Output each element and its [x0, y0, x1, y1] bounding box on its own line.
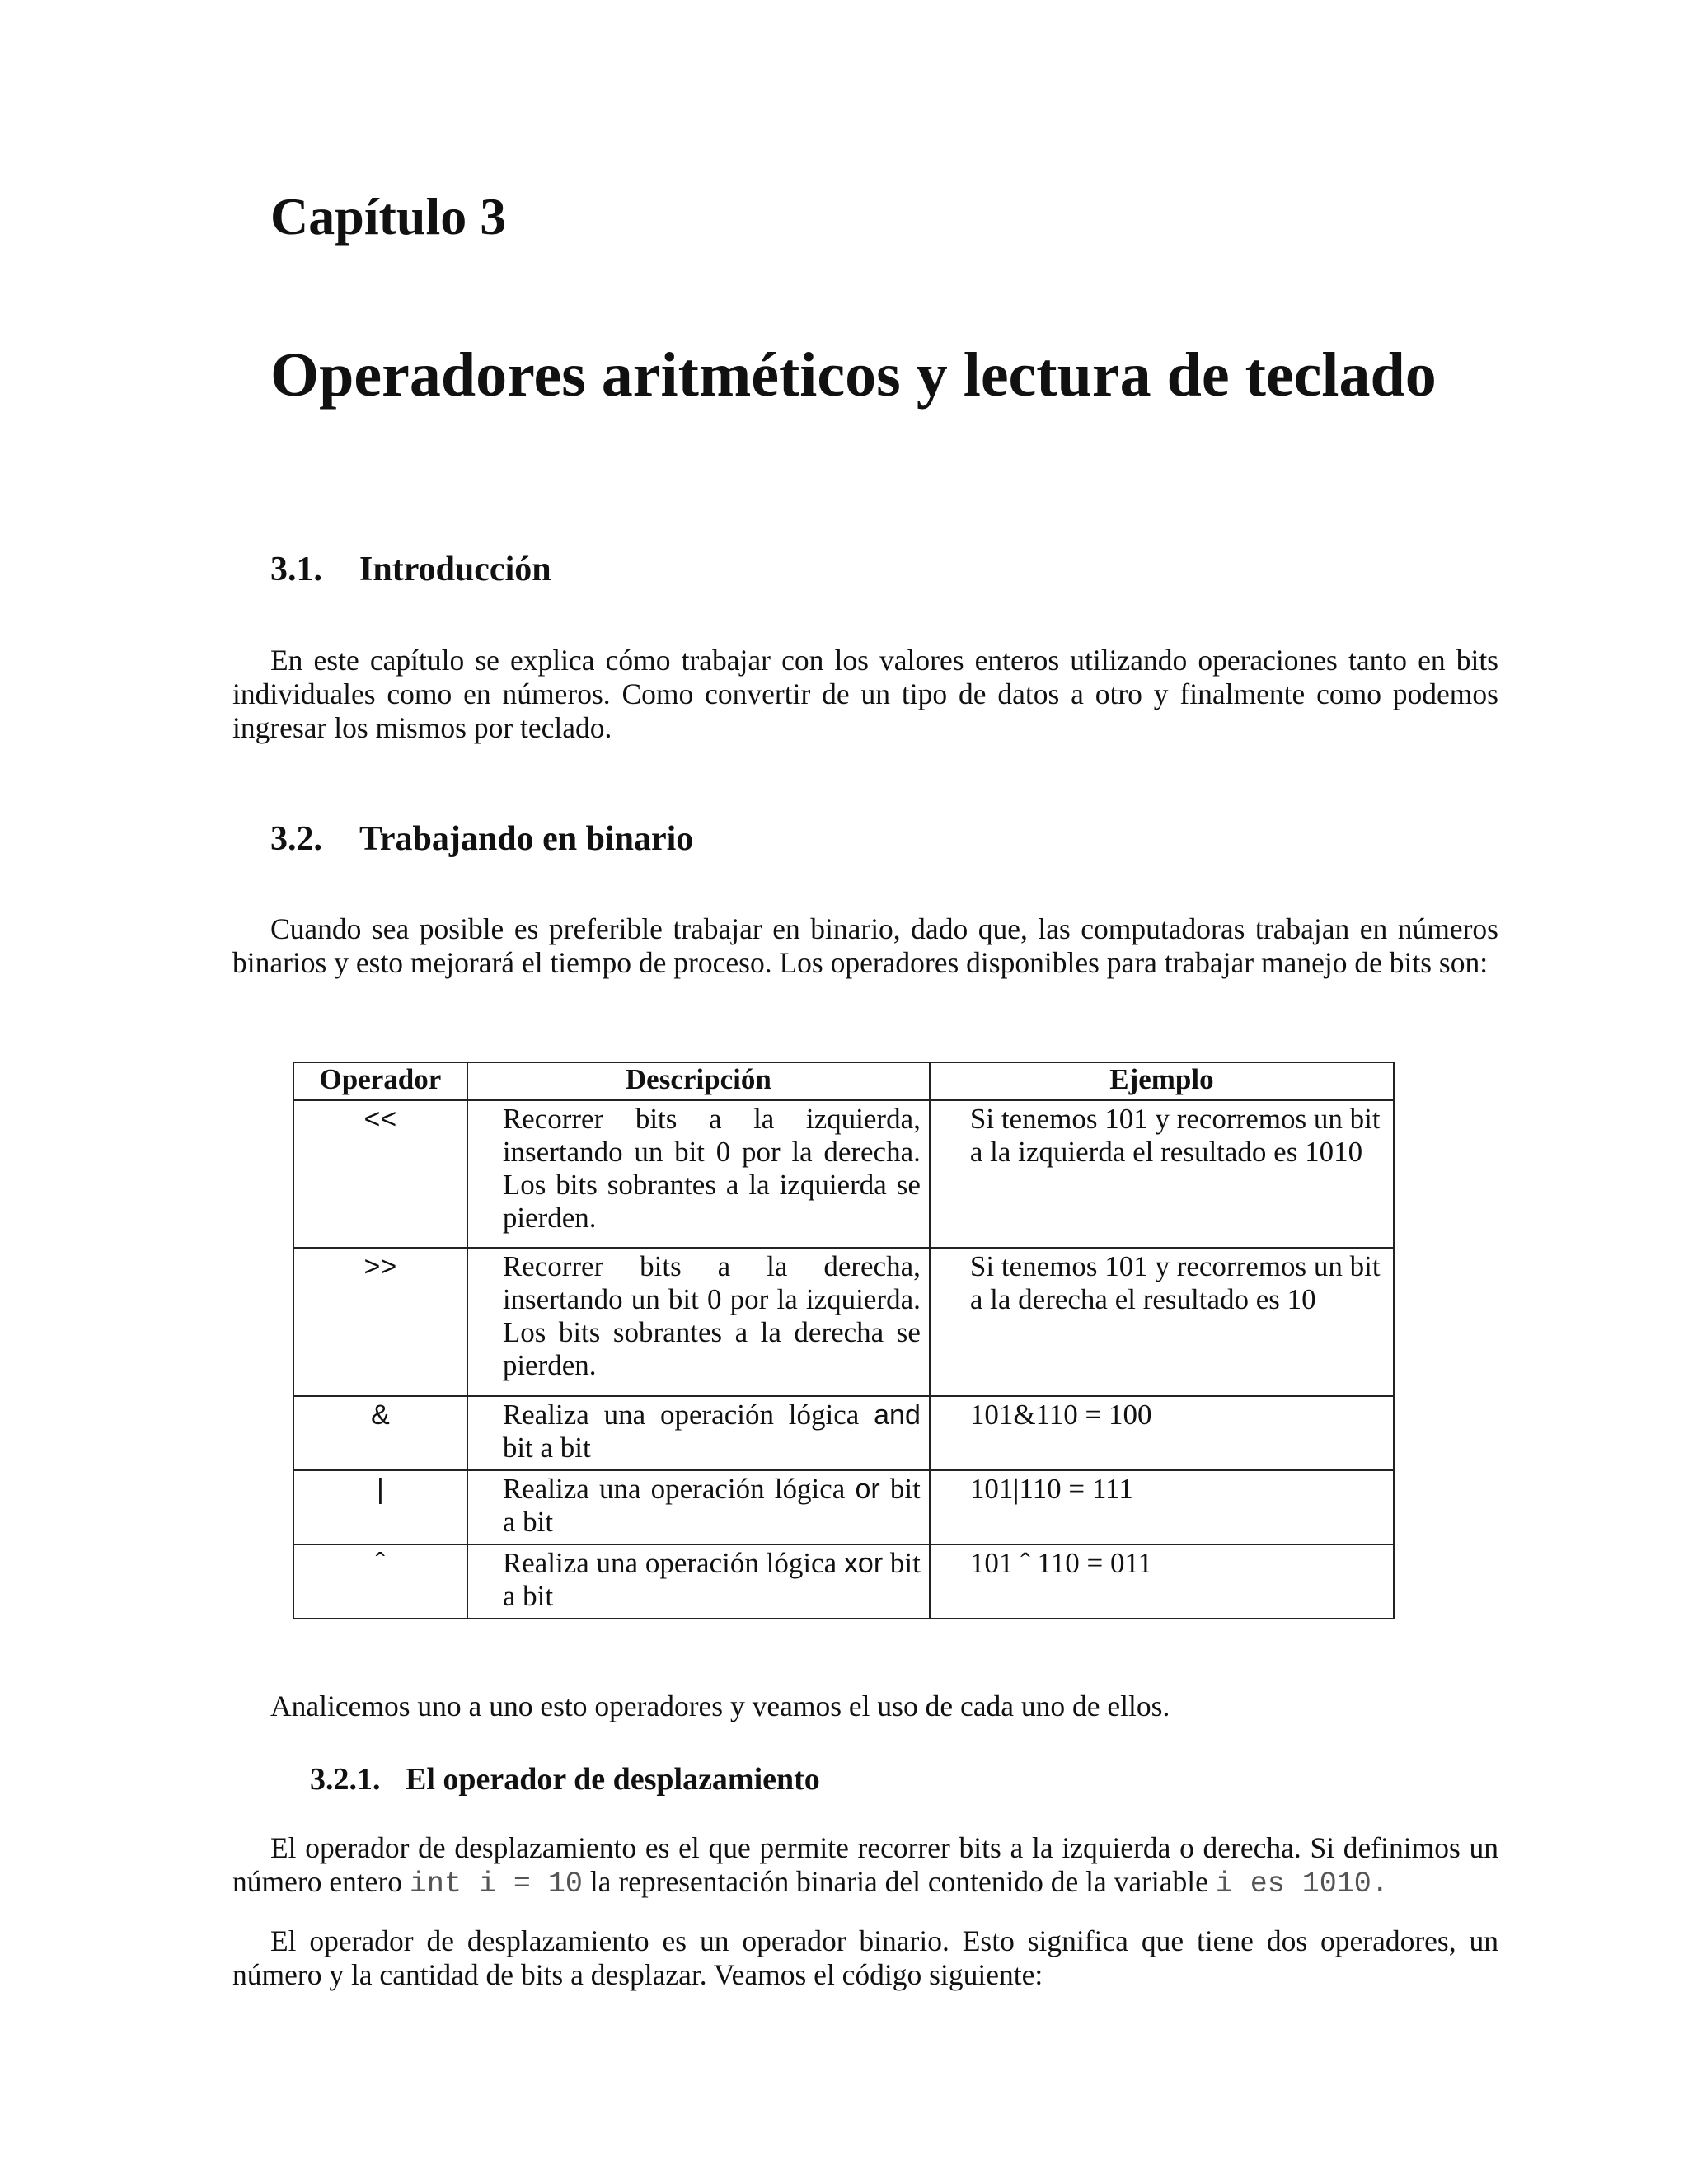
description-cell	[467, 1248, 930, 1396]
header-example: Ejemplo	[930, 1062, 1394, 1100]
description-text: Realiza una operación lógica	[502, 1473, 856, 1505]
intro-paragraph: En este capítulo se explica cómo trabajar con los valores enteros utilizando operaciones tanto en bits individuales como en números. Como convertir de un tipo de datos a otro y finalmente como podemos ingresar los mismos por teclado.	[232, 644, 1498, 744]
operator-cell: &	[293, 1396, 467, 1470]
header-operator: Operador	[293, 1062, 467, 1100]
subsection-heading	[310, 1761, 820, 1799]
chapter-title: Operadores aritméticos y lectura de teclado	[270, 340, 1437, 410]
description-text: bit a bit	[502, 1432, 591, 1464]
table-row	[293, 1248, 1394, 1396]
example-cell: Si tenemos 101 y recorremos un bit a la derecha el resultado es 10	[930, 1248, 1394, 1396]
table-row	[293, 1544, 1394, 1619]
description-text: bit a bit	[502, 1473, 921, 1538]
example-cell: 101 ˆ 110 = 011	[930, 1544, 1394, 1619]
table-header-row	[293, 1062, 1394, 1100]
description-cell	[467, 1470, 930, 1544]
inline-code: i es 1010.	[1215, 1868, 1389, 1900]
binary-paragraph: Cuando sea posible es preferible trabajar en binario, dado que, las computadoras trabajan en números binarios y esto mejorará el tiempo de proceso. Los operadores disponibles para trabajar manejo de bits son:	[232, 912, 1498, 979]
description-text: Realiza una operación lógica	[502, 1399, 874, 1431]
operator-cell: >>	[293, 1248, 467, 1396]
keyword-text: xor	[843, 1548, 884, 1579]
description-text: Realiza una operación lógica	[502, 1547, 844, 1579]
section-number: 3.2.	[270, 820, 322, 858]
table-row	[293, 1470, 1394, 1544]
table-row	[293, 1100, 1394, 1248]
subsection-title: El operador de desplazamiento	[406, 1762, 820, 1797]
table-row	[293, 1396, 1394, 1470]
operator-cell: ˆ	[293, 1544, 467, 1619]
paragraph-text: El operador de desplazamiento es el que permite recorrer bits a la izquierda o derecha. Si definimos un número entero	[232, 1831, 1498, 1898]
section-number: 3.1.	[270, 551, 322, 588]
operator-cell: |	[293, 1470, 467, 1544]
operator-cell: <<	[293, 1100, 467, 1248]
keyword-text: or	[855, 1474, 880, 1505]
section-title: Introducción	[359, 551, 551, 588]
example-cell: 101|110 = 111	[930, 1470, 1394, 1544]
description-cell	[467, 1544, 930, 1619]
keyword-text: and	[874, 1399, 921, 1431]
description-cell	[467, 1396, 930, 1470]
header-description: Descripción	[467, 1062, 930, 1100]
paragraph-text: la representación binaria del contenido de la variable	[582, 1865, 1216, 1898]
description-cell	[467, 1100, 930, 1248]
description-text: bit a bit	[502, 1547, 921, 1612]
description-text: Recorrer bits a la derecha, insertando un bit 0 por la izquierda. Los bits sobrantes a la derecha se pierden.	[502, 1250, 921, 1381]
example-cell: Si tenemos 101 y recorremos un bit a la izquierda el resultado es 1010	[930, 1100, 1394, 1248]
section-heading-binary	[270, 818, 693, 860]
section-title: Trabajando en binario	[359, 820, 694, 858]
shift-paragraph-2: El operador de desplazamiento es un operador binario. Esto significa que tiene dos operadores, un número y la cantidad de bits a desplazar. Veamos el código siguiente:	[232, 1924, 1498, 1991]
operators-table	[293, 1062, 1395, 1619]
description-text: Recorrer bits a la izquierda, insertando un bit 0 por la derecha. Los bits sobrantes a la izquierda se pierden.	[502, 1103, 921, 1234]
chapter-label: Capítulo 3	[270, 187, 507, 246]
after-table-paragraph: Analicemos uno a uno esto operadores y veamos el uso de cada uno de ellos.	[270, 1690, 1170, 1722]
example-cell: 101&110 = 100	[930, 1396, 1394, 1470]
section-heading-intro	[270, 549, 551, 590]
subsection-number: 3.2.1.	[310, 1762, 381, 1797]
inline-code: int i = 10	[409, 1868, 583, 1900]
shift-paragraph-1	[232, 1831, 1498, 1901]
